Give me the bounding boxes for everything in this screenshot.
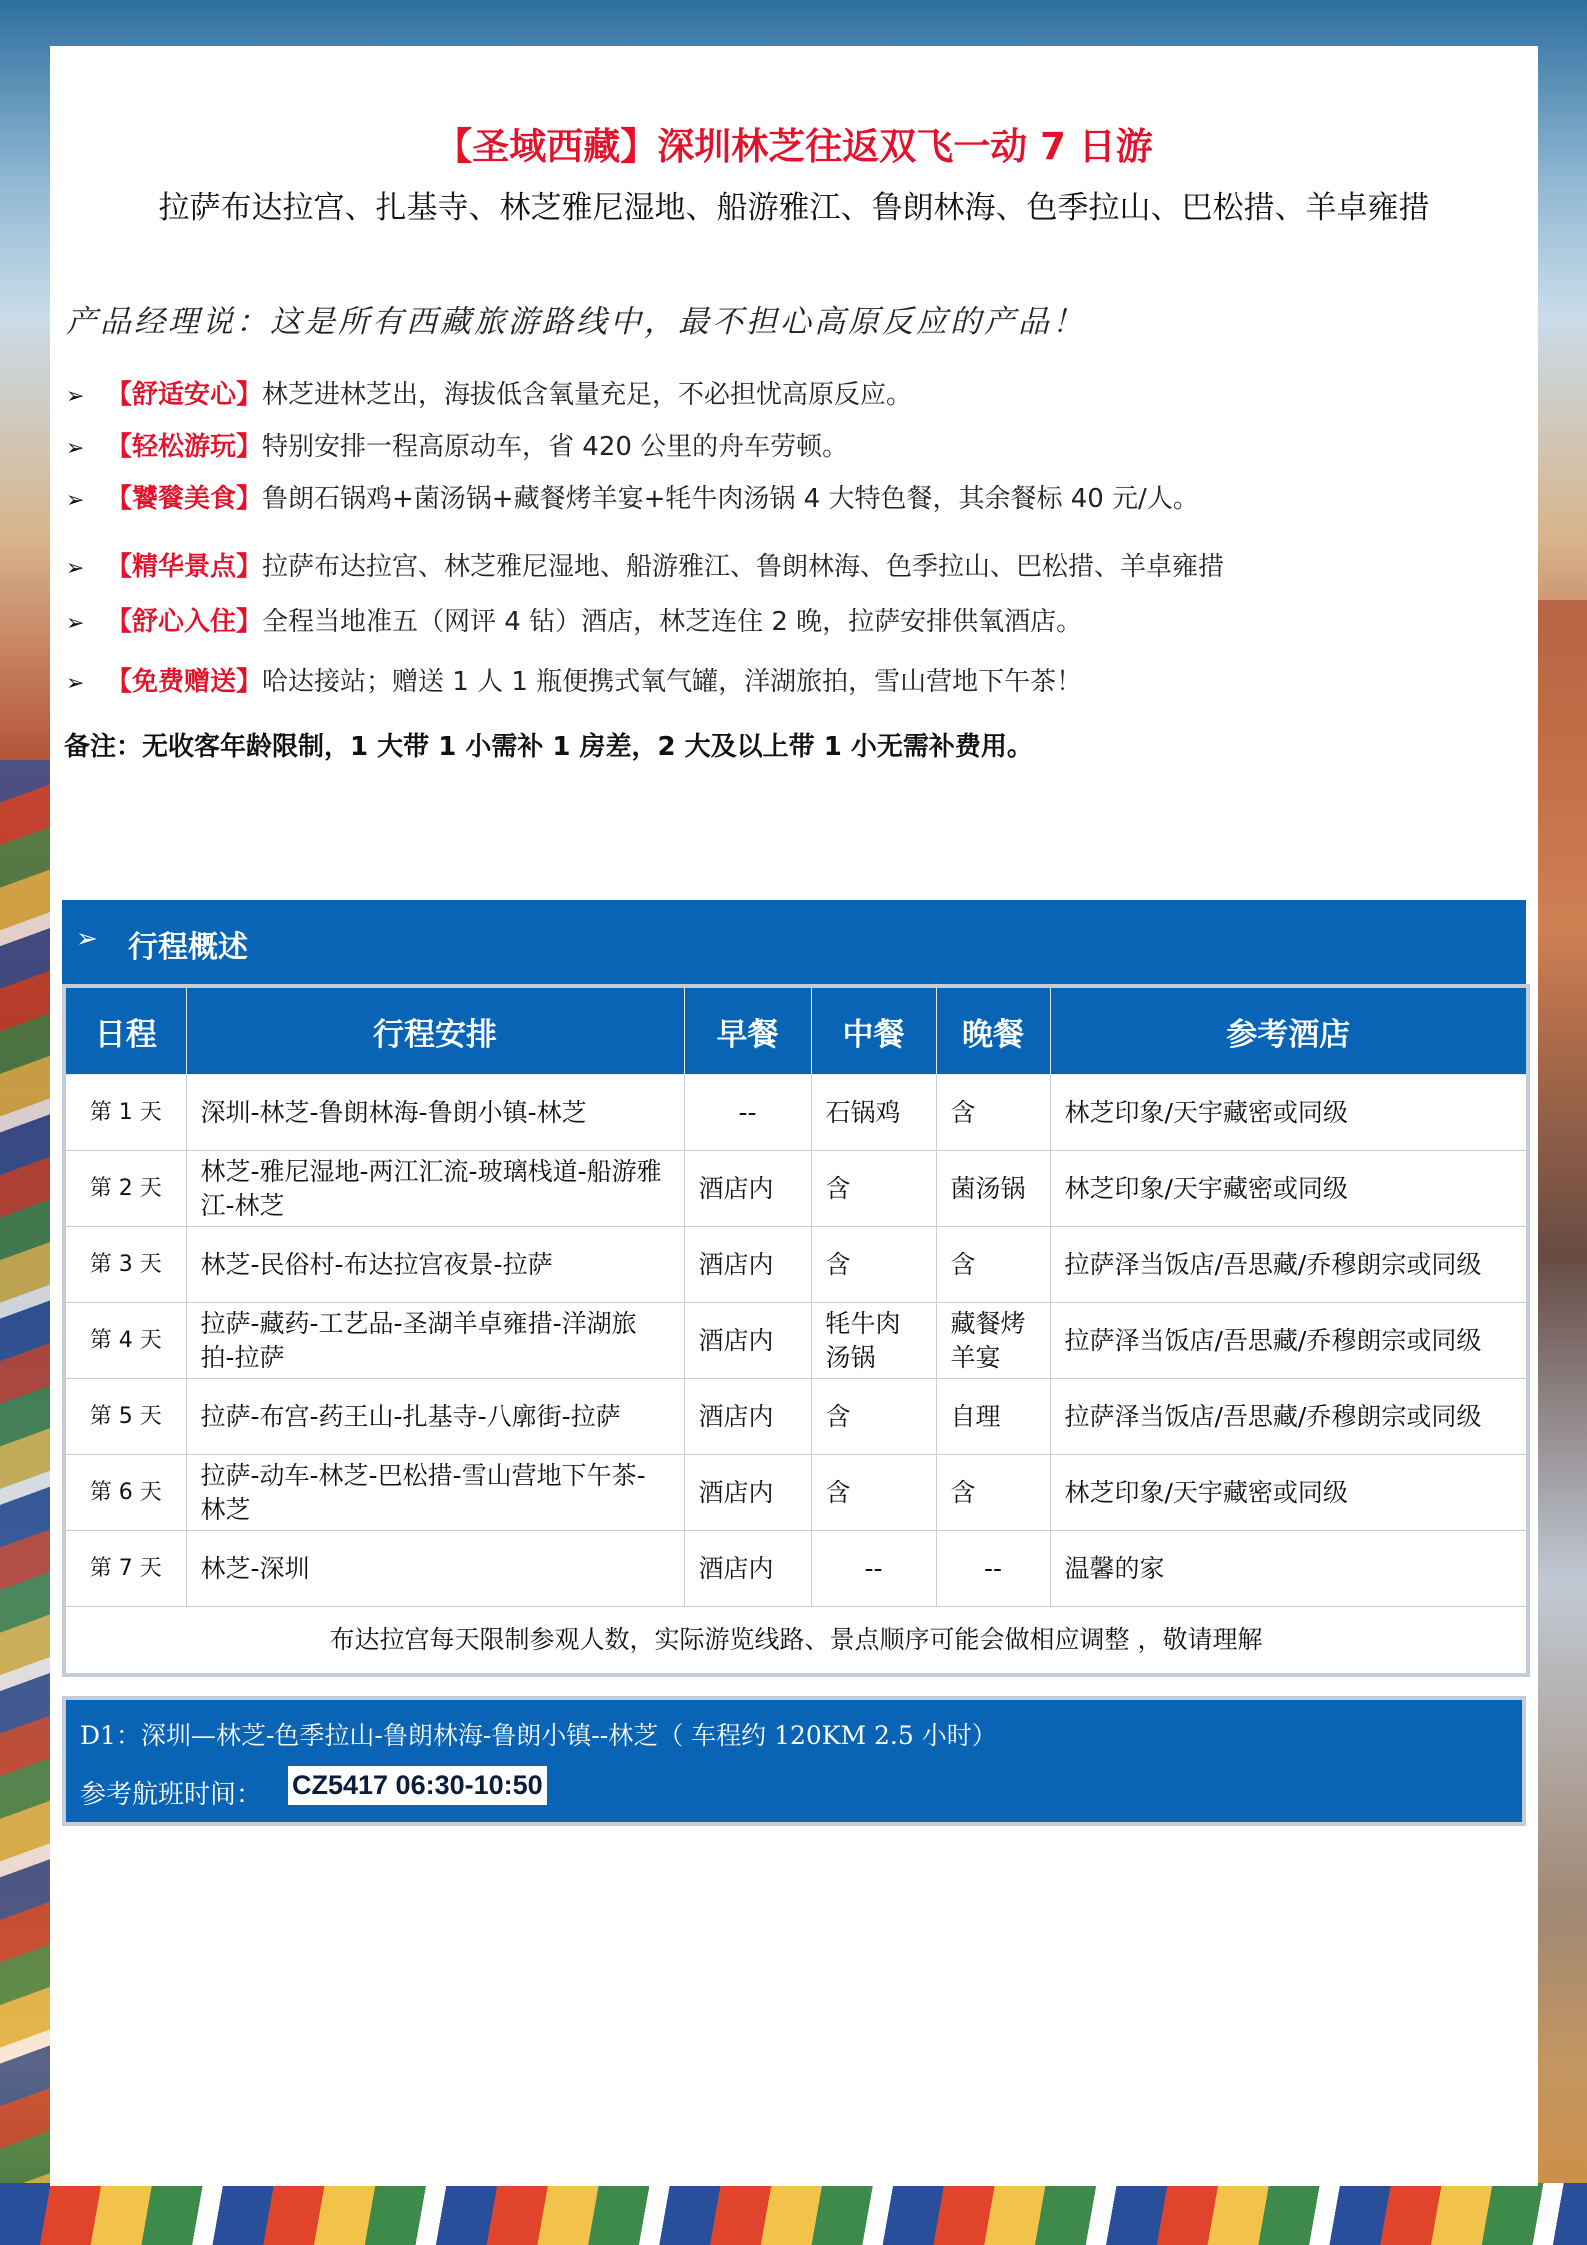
- day-cell: 第 5 天: [64, 1379, 186, 1455]
- feature-tag: 【舒适安心】: [106, 380, 263, 410]
- table-header-row: [64, 986, 1528, 1075]
- lunch-cell: 含: [811, 1151, 936, 1227]
- route-cell: 拉萨-布宫-药王山-扎基寺-八廓街-拉萨: [186, 1379, 684, 1455]
- dinner-cell: 含: [936, 1075, 1050, 1151]
- hotel-cell: 林芝印象/天宇藏密或同级: [1050, 1151, 1528, 1227]
- route-cell: 林芝-深圳: [186, 1531, 684, 1607]
- breakfast-cell: 酒店内: [684, 1151, 811, 1227]
- flight-time-label: 参考航班时间：: [80, 1780, 263, 1810]
- dinner-cell: --: [936, 1531, 1050, 1607]
- dinner-cell: 含: [936, 1455, 1050, 1531]
- dinner-cell: 菌汤锅: [936, 1151, 1050, 1227]
- hotel-cell: 温馨的家: [1050, 1531, 1528, 1607]
- arrow-bullet-icon: ➢: [66, 611, 85, 636]
- hotel-cell: 林芝印象/天宇藏密或同级: [1050, 1075, 1528, 1151]
- feature-item: [66, 661, 1082, 698]
- table-row: [64, 1227, 1528, 1303]
- table-row: [64, 1151, 1528, 1227]
- lunch-cell: --: [811, 1531, 936, 1607]
- day1-title: D1：深圳—林芝-色季拉山-鲁朗林海-鲁朗小镇--林芝（ 车程约 120KM 2.5 小时）: [80, 1721, 997, 1750]
- feature-item: [66, 426, 848, 463]
- manager-quote: 产品经理说：这是所有西藏旅游路线中，最不担心高原反应的产品！: [66, 304, 1086, 340]
- feature-item: [66, 374, 912, 411]
- breakfast-cell: 酒店内: [684, 1531, 811, 1607]
- table-remark-row: [64, 1607, 1528, 1676]
- feature-item: [66, 601, 1082, 638]
- table-remark: 布达拉宫每天限制参观人数，实际游览线路、景点顺序可能会做相应调整 ，敬请理解: [64, 1607, 1528, 1676]
- feature-tag: 【饕餮美食】: [106, 484, 263, 514]
- route-cell: 林芝-雅尼湿地-两江汇流-玻璃栈道-船游雅江-林芝: [186, 1151, 684, 1227]
- feature-text: 鲁朗石锅鸡+菌汤锅+藏餐烤羊宴+牦牛肉汤锅 4 大特色餐，其余餐标 40 元/人。: [262, 484, 1199, 514]
- feature-tag: 【轻松游玩】: [106, 432, 263, 462]
- breakfast-cell: 酒店内: [684, 1379, 811, 1455]
- arrow-bullet-icon: ➢: [66, 488, 85, 513]
- dinner-cell: 藏餐烤羊宴: [936, 1303, 1050, 1379]
- document-page: [50, 46, 1538, 2186]
- section-title: 行程概述: [128, 930, 248, 965]
- page-subtitle: 拉萨布达拉宫、扎基寺、林芝雅尼湿地、船游雅江、鲁朗林海、色季拉山、巴松措、羊卓雍措: [158, 190, 1430, 226]
- lunch-cell: 含: [811, 1379, 936, 1455]
- page-title: 【圣域西藏】深圳林芝往返双飞一动 7 日游: [435, 125, 1153, 168]
- arrow-bullet-icon: ➢: [66, 384, 85, 409]
- day-cell: 第 1 天: [64, 1075, 186, 1151]
- route-cell: 拉萨-动车-林芝-巴松措-雪山营地下午茶-林芝: [186, 1455, 684, 1531]
- column-header: 日程: [64, 986, 186, 1075]
- feature-text: 全程当地准五（网评 4 钻）酒店，林芝连住 2 晚，拉萨安排供氧酒店。: [262, 607, 1083, 637]
- day1-detail-box: [62, 1696, 1526, 1826]
- section-header-itinerary: [62, 900, 1526, 984]
- lunch-cell: 含: [811, 1455, 936, 1531]
- lunch-cell: 牦牛肉汤锅: [811, 1303, 936, 1379]
- breakfast-cell: 酒店内: [684, 1455, 811, 1531]
- table-row: [64, 1303, 1528, 1379]
- column-header: 参考酒店: [1050, 986, 1528, 1075]
- breakfast-cell: 酒店内: [684, 1303, 811, 1379]
- feature-item: [66, 478, 1199, 515]
- day-cell: 第 3 天: [64, 1227, 186, 1303]
- column-header: 行程安排: [186, 986, 684, 1075]
- hotel-cell: 拉萨泽当饭店/吾思藏/乔穆朗宗或同级: [1050, 1379, 1528, 1455]
- arrow-bullet-icon: ➢: [66, 556, 85, 581]
- remark-note: 备注：无收客年龄限制，1 大带 1 小需补 1 房差，2 大及以上带 1 小无需补费用。: [64, 732, 1033, 762]
- itinerary-table: [62, 984, 1530, 1677]
- hotel-cell: 拉萨泽当饭店/吾思藏/乔穆朗宗或同级: [1050, 1303, 1528, 1379]
- table-row: [64, 1075, 1528, 1151]
- feature-tag: 【舒心入住】: [106, 607, 263, 637]
- column-header: 早餐: [684, 986, 811, 1075]
- day-cell: 第 6 天: [64, 1455, 186, 1531]
- table-row: [64, 1531, 1528, 1607]
- route-cell: 拉萨-藏药-工艺品-圣湖羊卓雍措-洋湖旅拍-拉萨: [186, 1303, 684, 1379]
- route-cell: 深圳-林芝-鲁朗林海-鲁朗小镇-林芝: [186, 1075, 684, 1151]
- column-header: 中餐: [811, 986, 936, 1075]
- breakfast-cell: 酒店内: [684, 1227, 811, 1303]
- dinner-cell: 含: [936, 1227, 1050, 1303]
- table-row: [64, 1379, 1528, 1455]
- day-cell: 第 2 天: [64, 1151, 186, 1227]
- column-header: 晚餐: [936, 986, 1050, 1075]
- route-cell: 林芝-民俗村-布达拉宫夜景-拉萨: [186, 1227, 684, 1303]
- hotel-cell: 林芝印象/天宇藏密或同级: [1050, 1455, 1528, 1531]
- feature-text: 林芝进林芝出，海拔低含氧量充足，不必担忧高原反应。: [262, 380, 913, 410]
- hotel-cell: 拉萨泽当饭店/吾思藏/乔穆朗宗或同级: [1050, 1227, 1528, 1303]
- background-prayer-flags-bottom: [0, 2183, 1587, 2245]
- feature-text: 哈达接站；赠送 1 人 1 瓶便携式氧气罐，洋湖旅拍，雪山营地下午茶！: [262, 667, 1083, 697]
- feature-item: [66, 546, 1224, 583]
- feature-tag: 【免费赠送】: [106, 667, 263, 697]
- dinner-cell: 自理: [936, 1379, 1050, 1455]
- arrow-bullet-icon: ➢: [66, 436, 85, 461]
- arrow-bullet-icon: ➢: [66, 671, 85, 696]
- table-row: [64, 1455, 1528, 1531]
- feature-text: 特别安排一程高原动车，省 420 公里的舟车劳顿。: [262, 432, 849, 462]
- day-cell: 第 7 天: [64, 1531, 186, 1607]
- day-cell: 第 4 天: [64, 1303, 186, 1379]
- feature-text: 拉萨布达拉宫、林芝雅尼湿地、船游雅江、鲁朗林海、色季拉山、巴松措、羊卓雍措: [262, 552, 1225, 582]
- breakfast-cell: --: [684, 1075, 811, 1151]
- feature-tag: 【精华景点】: [106, 552, 263, 582]
- arrow-bullet-icon: ➢: [76, 924, 98, 954]
- flight-time-value: CZ5417 06:30-10:50: [288, 1766, 547, 1805]
- lunch-cell: 含: [811, 1227, 936, 1303]
- lunch-cell: 石锅鸡: [811, 1075, 936, 1151]
